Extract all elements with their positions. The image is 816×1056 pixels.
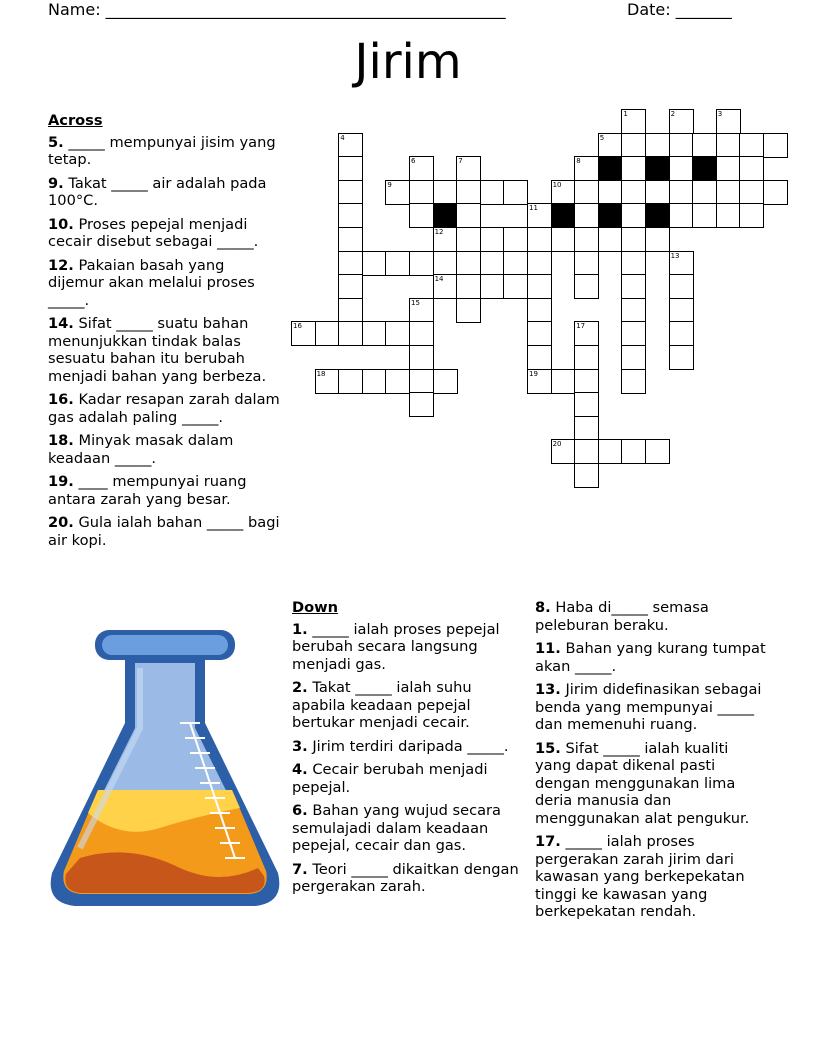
grid-cell[interactable] bbox=[574, 392, 599, 417]
grid-cell[interactable] bbox=[456, 298, 481, 323]
cell-number: 11 bbox=[529, 204, 538, 213]
cell-number: 14 bbox=[434, 275, 444, 284]
grid-cell[interactable] bbox=[739, 203, 764, 228]
grid-cell[interactable] bbox=[338, 156, 363, 181]
grid-block bbox=[551, 203, 576, 228]
grid-cell[interactable] bbox=[338, 251, 363, 276]
grid-cell[interactable] bbox=[574, 345, 599, 370]
grid-cell[interactable] bbox=[739, 180, 764, 205]
grid-cell[interactable] bbox=[291, 321, 316, 346]
clue-number: 6. bbox=[292, 802, 308, 819]
grid-cell[interactable] bbox=[409, 203, 434, 228]
grid-cell[interactable] bbox=[621, 321, 646, 346]
clue-text: Pakaian basah yang dijemur akan melalui proses _____. bbox=[48, 256, 255, 309]
grid-cell[interactable] bbox=[527, 369, 552, 394]
grid-cell[interactable] bbox=[338, 133, 363, 158]
grid-cell[interactable] bbox=[692, 203, 717, 228]
grid-block bbox=[433, 203, 458, 228]
grid-cell[interactable] bbox=[338, 180, 363, 205]
grid-cell[interactable] bbox=[433, 274, 458, 299]
grid-cell[interactable] bbox=[409, 156, 434, 181]
cell-number: 18 bbox=[316, 369, 326, 378]
grid-cell[interactable] bbox=[716, 203, 741, 228]
grid-cell[interactable] bbox=[621, 251, 646, 276]
cell-number: 8 bbox=[576, 157, 581, 166]
grid-cell[interactable] bbox=[716, 180, 741, 205]
grid-cell[interactable] bbox=[551, 180, 576, 205]
clue-number: 17. bbox=[535, 833, 561, 850]
grid-cell[interactable] bbox=[716, 156, 741, 181]
grid-cell[interactable] bbox=[574, 416, 599, 441]
clue-number: 1. bbox=[292, 620, 308, 638]
grid-cell[interactable] bbox=[574, 463, 599, 488]
grid-cell[interactable] bbox=[551, 439, 576, 464]
grid-cell[interactable] bbox=[409, 345, 434, 370]
clue-text: Bahan yang kurang tumpat akan _____. bbox=[535, 640, 766, 675]
grid-cell[interactable] bbox=[716, 133, 741, 158]
cell-number: 10 bbox=[552, 180, 562, 189]
grid-cell[interactable] bbox=[621, 203, 646, 228]
grid-cell[interactable] bbox=[338, 369, 363, 394]
cell-number: 2 bbox=[670, 110, 676, 118]
clue-text: Jirim didefinasikan sebagai benda yang mempunyai _____ dan memenuhi ruang. bbox=[535, 681, 762, 733]
grid-cell[interactable] bbox=[385, 321, 410, 346]
grid-cell[interactable] bbox=[621, 109, 646, 134]
clue-text: _____ ialah proses pepejal berubah secara langsung menjadi gas. bbox=[292, 620, 500, 673]
cell-number: 6 bbox=[411, 157, 416, 166]
clue-number: 2. bbox=[292, 679, 308, 696]
grid-cell[interactable] bbox=[409, 369, 434, 394]
cell-number: 13 bbox=[670, 251, 680, 260]
grid-cell[interactable] bbox=[409, 298, 434, 323]
cell-number: 20 bbox=[552, 440, 562, 449]
grid-block bbox=[598, 156, 623, 181]
grid-cell[interactable] bbox=[645, 180, 670, 205]
name-field: Name: __________________________________________________ bbox=[48, 0, 506, 19]
grid-cell[interactable] bbox=[503, 227, 528, 252]
clue-text: Takat _____ ialah suhu apabila keadaan pepejal bertukar menjadi cecair. bbox=[292, 679, 472, 731]
grid-cell[interactable] bbox=[456, 227, 481, 252]
grid-cell[interactable] bbox=[338, 298, 363, 323]
across-heading: Across bbox=[48, 112, 103, 129]
grid-cell[interactable] bbox=[433, 369, 458, 394]
cell-number: 1 bbox=[623, 110, 628, 118]
grid-cell[interactable] bbox=[409, 392, 434, 417]
clue-text: Minyak masak dalam keadaan _____. bbox=[48, 432, 234, 467]
grid-cell[interactable] bbox=[692, 180, 717, 205]
grid-cell[interactable] bbox=[480, 227, 505, 252]
grid-cell[interactable] bbox=[621, 369, 646, 394]
clue-text: ____ mempunyai ruang antara zarah yang besar. bbox=[48, 473, 247, 508]
grid-cell[interactable] bbox=[503, 251, 528, 276]
grid-cell[interactable] bbox=[433, 227, 458, 252]
clue-text: Sifat _____ ialah kualiti yang dapat dikenal pasti dengan menggunakan lima deria manusia dan menggunakan alat pengukur. bbox=[535, 739, 750, 827]
grid-cell[interactable] bbox=[621, 274, 646, 299]
grid-cell[interactable] bbox=[763, 180, 788, 205]
clue-text: Gula ialah bahan _____ bagi air kopi. bbox=[48, 514, 280, 549]
grid-cell[interactable] bbox=[385, 369, 410, 394]
grid-cell[interactable] bbox=[527, 321, 552, 346]
grid-cell[interactable] bbox=[669, 298, 694, 323]
clue-number: 13. bbox=[535, 681, 561, 698]
grid-cell[interactable] bbox=[456, 203, 481, 228]
grid-cell[interactable] bbox=[362, 251, 387, 276]
grid-cell[interactable] bbox=[669, 274, 694, 299]
clue-text: _____ mempunyai jisim yang tetap. bbox=[48, 133, 276, 168]
grid-cell[interactable] bbox=[574, 156, 599, 181]
grid-block bbox=[645, 203, 670, 228]
grid-cell[interactable] bbox=[574, 369, 599, 394]
page-title: Jirim bbox=[354, 34, 462, 90]
clue-text: Sifat _____ suatu bahan menunjukkan tindak balas sesuatu bahan itu berubah menjadi bahan yang berbeza. bbox=[48, 315, 267, 385]
grid-cell[interactable] bbox=[409, 251, 434, 276]
grid-cell[interactable] bbox=[739, 133, 764, 158]
clue-number: 11. bbox=[535, 640, 561, 657]
grid-cell[interactable] bbox=[574, 321, 599, 346]
grid-cell[interactable] bbox=[338, 274, 363, 299]
clue-number: 4. bbox=[292, 761, 308, 778]
grid-cell[interactable] bbox=[669, 321, 694, 346]
grid-cell[interactable] bbox=[409, 321, 434, 346]
grid-cell[interactable] bbox=[621, 180, 646, 205]
cell-number: 4 bbox=[340, 133, 345, 142]
clue-number: 5. bbox=[48, 133, 64, 151]
grid-cell[interactable] bbox=[669, 345, 694, 370]
cell-number: 3 bbox=[717, 110, 723, 118]
grid-cell[interactable] bbox=[669, 109, 694, 134]
grid-cell[interactable] bbox=[456, 156, 481, 181]
clue-text: _____ ialah proses pergerakan zarah jirim dari kawasan yang berkepekatan tinggi ke kawasan yang berkepekatan rendah. bbox=[535, 833, 745, 920]
grid-cell[interactable] bbox=[645, 133, 670, 158]
grid-cell[interactable] bbox=[716, 109, 741, 134]
grid-cell[interactable] bbox=[598, 227, 623, 252]
grid-cell[interactable] bbox=[456, 251, 481, 276]
cell-number: 7 bbox=[458, 157, 463, 166]
grid-cell[interactable] bbox=[574, 274, 599, 299]
grid-cell[interactable] bbox=[433, 251, 458, 276]
clue-text: Kadar resapan zarah dalam gas adalah paling _____. bbox=[48, 391, 280, 426]
grid-cell[interactable] bbox=[480, 274, 505, 299]
clue-number: 9. bbox=[48, 174, 64, 192]
grid-cell[interactable] bbox=[385, 180, 410, 205]
cell-number: 5 bbox=[599, 133, 605, 142]
grid-cell[interactable] bbox=[409, 180, 434, 205]
grid-cell[interactable] bbox=[315, 321, 340, 346]
clue-text: Proses pepejal menjadi cecair disebut sebagai _____. bbox=[48, 215, 259, 250]
grid-cell[interactable] bbox=[669, 156, 694, 181]
grid-cell[interactable] bbox=[621, 156, 646, 181]
clue-number: 8. bbox=[535, 599, 551, 616]
clue-number: 20. bbox=[48, 514, 74, 531]
clue-number: 7. bbox=[292, 860, 308, 878]
grid-cell[interactable] bbox=[503, 274, 528, 299]
grid-cell[interactable] bbox=[669, 180, 694, 205]
clue-number: 10. bbox=[48, 215, 74, 233]
grid-cell[interactable] bbox=[669, 251, 694, 276]
clue-text: Jirim terdiri daripada _____. bbox=[307, 737, 509, 755]
grid-cell[interactable] bbox=[669, 133, 694, 158]
grid-cell[interactable] bbox=[692, 133, 717, 158]
grid-cell[interactable] bbox=[621, 227, 646, 252]
cell-number: 19 bbox=[529, 369, 538, 378]
grid-cell[interactable] bbox=[551, 227, 576, 252]
grid-cell[interactable] bbox=[338, 321, 363, 346]
grid-cell[interactable] bbox=[503, 180, 528, 205]
grid-cell[interactable] bbox=[574, 439, 599, 464]
grid-cell[interactable] bbox=[338, 227, 363, 252]
grid-cell[interactable] bbox=[480, 180, 505, 205]
clue-number: 15. bbox=[535, 739, 561, 757]
clue-text: Cecair berubah menjadi pepejal. bbox=[292, 761, 488, 796]
grid-cell[interactable] bbox=[527, 227, 552, 252]
grid-cell[interactable] bbox=[598, 439, 623, 464]
grid-cell[interactable] bbox=[527, 251, 552, 276]
cell-number: 15 bbox=[411, 298, 420, 307]
clue-text: Haba di_____ semasa peleburan beraku. bbox=[535, 599, 709, 634]
grid-cell[interactable] bbox=[574, 227, 599, 252]
clue-text: Teori _____ dikaitkan dengan pergerakan zarah. bbox=[292, 860, 519, 895]
grid-cell[interactable] bbox=[598, 133, 623, 158]
grid-cell[interactable] bbox=[362, 369, 387, 394]
clue-number: 14. bbox=[48, 315, 74, 332]
down-heading: Down bbox=[292, 599, 339, 616]
clue-number: 18. bbox=[48, 432, 74, 449]
grid-cell[interactable] bbox=[433, 180, 458, 205]
grid-cell[interactable] bbox=[621, 298, 646, 323]
clue-number: 3. bbox=[292, 737, 308, 755]
grid-cell[interactable] bbox=[763, 133, 788, 158]
grid-cell[interactable] bbox=[621, 439, 646, 464]
grid-cell[interactable] bbox=[645, 227, 670, 252]
grid-cell[interactable] bbox=[574, 203, 599, 228]
grid-cell[interactable] bbox=[480, 251, 505, 276]
grid-cell[interactable] bbox=[551, 369, 576, 394]
grid-cell[interactable] bbox=[527, 274, 552, 299]
clue-text: Bahan yang wujud secara semulajadi dalam keadaan pepejal, cecair dan gas. bbox=[292, 802, 501, 854]
grid-cell[interactable] bbox=[669, 203, 694, 228]
grid-cell[interactable] bbox=[456, 274, 481, 299]
grid-cell[interactable] bbox=[456, 180, 481, 205]
grid-cell[interactable] bbox=[621, 345, 646, 370]
grid-cell[interactable] bbox=[574, 180, 599, 205]
cell-number: 9 bbox=[387, 180, 392, 189]
grid-cell[interactable] bbox=[385, 251, 410, 276]
grid-cell[interactable] bbox=[574, 251, 599, 276]
clue-text: Takat _____ air adalah pada 100°C. bbox=[48, 174, 267, 209]
cell-number: 12 bbox=[434, 228, 444, 236]
grid-cell[interactable] bbox=[739, 156, 764, 181]
grid-block bbox=[692, 156, 717, 181]
grid-cell[interactable] bbox=[645, 439, 670, 464]
clue-number: 12. bbox=[48, 256, 74, 274]
date-field: Date: _______ bbox=[627, 0, 732, 19]
grid-cell[interactable] bbox=[315, 369, 340, 394]
grid-cell[interactable] bbox=[598, 180, 623, 205]
grid-cell[interactable] bbox=[527, 298, 552, 323]
grid-cell[interactable] bbox=[362, 321, 387, 346]
clue-number: 19. bbox=[48, 473, 74, 490]
erlenmeyer-flask-icon bbox=[40, 628, 290, 918]
grid-cell[interactable] bbox=[527, 345, 552, 370]
grid-block bbox=[598, 203, 623, 228]
grid-cell[interactable] bbox=[338, 203, 363, 228]
clue-number: 16. bbox=[48, 391, 74, 408]
cell-number: 16 bbox=[293, 322, 302, 331]
cell-number: 17 bbox=[576, 322, 586, 331]
grid-cell[interactable] bbox=[527, 203, 552, 228]
grid-block bbox=[645, 156, 670, 181]
grid-cell[interactable] bbox=[621, 133, 646, 158]
